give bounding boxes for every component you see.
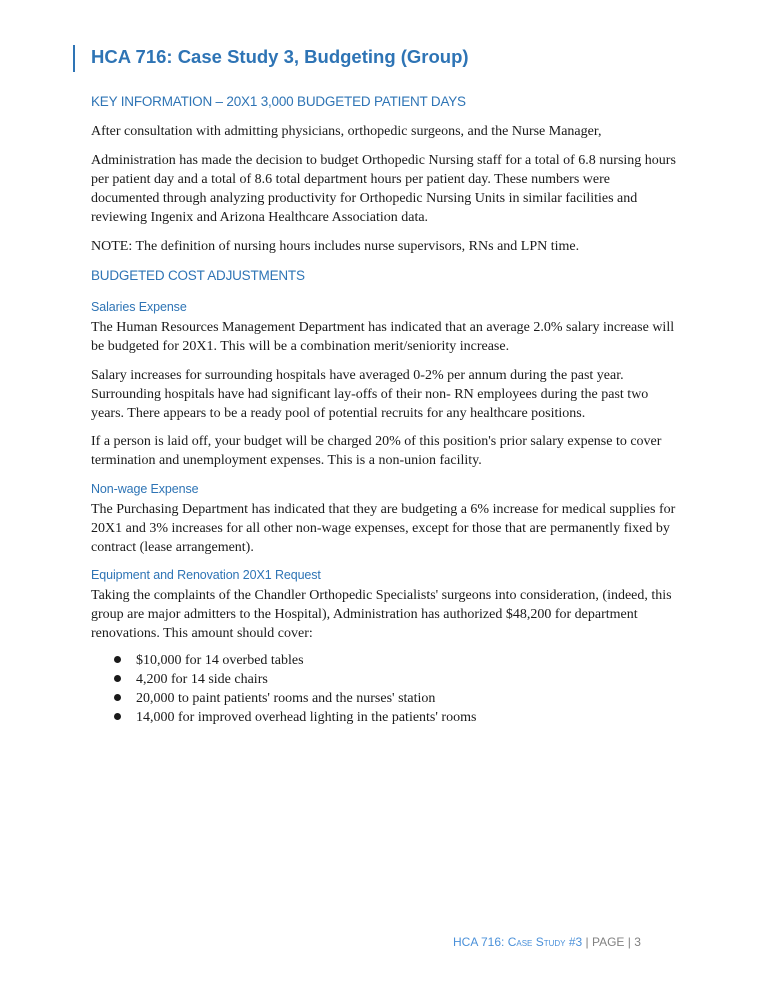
list-item bbox=[114, 689, 476, 708]
list-item-text: 20,000 to paint patients' rooms and the nurses' station bbox=[136, 691, 436, 706]
list-item-text: $10,000 for 14 overbed tables bbox=[136, 653, 304, 668]
equipment-paragraph-1: Taking the complaints of the Chandler Orthopedic Specialists' surgeons into consideration, (indeed, this group are major admitters to the Hospital), Administration has authorized $48,200 for department renovations. This amount should cover: bbox=[91, 588, 672, 641]
salaries-paragraph-3: If a person is laid off, your budget will be charged 20% of this position's prior salary expense to cover termination and unemployment expenses. This is a non-union facility. bbox=[91, 434, 662, 468]
footer-page-label: PAGE bbox=[591, 935, 625, 949]
bullet-icon bbox=[114, 656, 121, 663]
page-footer bbox=[453, 935, 641, 949]
key-info-paragraph-1: After consultation with admitting physicians, orthopedic surgeons, and the Nurse Manager, bbox=[91, 124, 602, 139]
list-item-text: 4,200 for 14 side chairs bbox=[136, 672, 268, 687]
title-accent-bar bbox=[73, 45, 75, 72]
bullet-icon bbox=[114, 713, 121, 720]
salaries-paragraph-2: Salary increases for surrounding hospitals have averaged 0-2% per annum during the past year. Surrounding hospitals have had significant lay-offs of their non- RN employees during the past two years. There appears to be a ready pool of potential recruits for any healthcare positions. bbox=[91, 368, 649, 421]
renovation-list bbox=[114, 651, 476, 727]
budgeted-cost-heading: BUDGETED COST ADJUSTMENTS bbox=[91, 268, 305, 283]
nonwage-heading: Non-wage Expense bbox=[91, 482, 199, 496]
footer-case-study: Case Study #3 bbox=[507, 935, 583, 949]
footer-separator: | bbox=[582, 935, 592, 949]
bullet-icon bbox=[114, 675, 121, 682]
salaries-heading: Salaries Expense bbox=[91, 300, 187, 314]
key-info-note: NOTE: The definition of nursing hours includes nurse supervisors, RNs and LPN time. bbox=[91, 239, 580, 254]
footer-separator: | bbox=[624, 935, 635, 949]
key-info-paragraph-2: Administration has made the decision to budget Orthopedic Nursing staff for a total of 6.8 nursing hours per patient day and a total of 8.6 total department hours per patient day. These numbers were documented through analyzing productivity for Orthopedic Nursing Units in similar facilities and reviewing Ingenix and Arizona Healthcare Association data. bbox=[91, 153, 676, 225]
list-item bbox=[114, 708, 476, 727]
footer-course: HCA 716: bbox=[453, 935, 508, 949]
document-title: HCA 716: Case Study 3, Budgeting (Group) bbox=[91, 46, 469, 67]
list-item-text: 14,000 for improved overhead lighting in the patients' rooms bbox=[136, 710, 477, 725]
key-info-heading: KEY INFORMATION – 20X1 3,000 BUDGETED PATIENT DAYS bbox=[91, 94, 466, 109]
list-item bbox=[114, 651, 476, 670]
list-item bbox=[114, 670, 476, 689]
footer-page-number: 3 bbox=[634, 935, 641, 949]
equipment-heading: Equipment and Renovation 20X1 Request bbox=[91, 568, 321, 582]
nonwage-paragraph-1: The Purchasing Department has indicated that they are budgeting a 6% increase for medical supplies for 20X1 and 3% increases for all other non-wage expenses, except for those that are permanently fixed by contract (lease arrangement). bbox=[91, 502, 676, 555]
salaries-paragraph-1: The Human Resources Management Department has indicated that an average 2.0% salary increase will be budgeted for 20X1. This will be a combination merit/seniority increase. bbox=[91, 320, 675, 354]
bullet-icon bbox=[114, 694, 121, 701]
